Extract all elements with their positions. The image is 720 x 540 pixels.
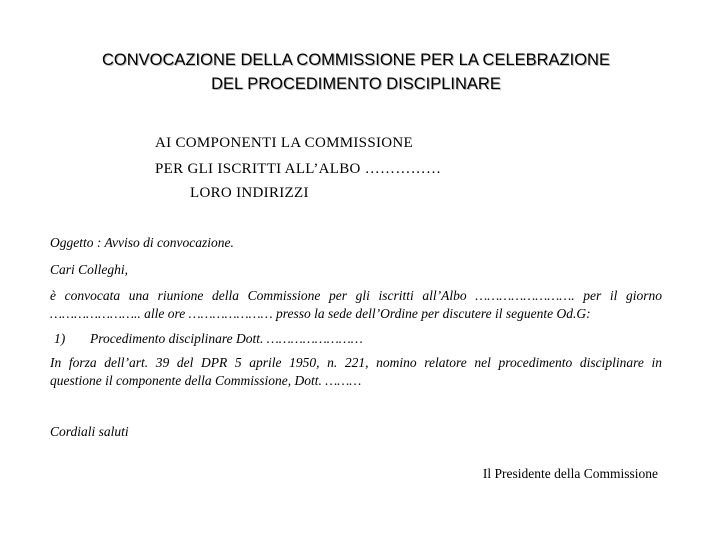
agenda-item-number: 1) <box>54 331 66 346</box>
rapporteur-line-2: questione il componente della Commissione, Dott. ……… <box>50 373 362 388</box>
convocation-line-2: ………………….. alle ore ………………… presso la sede dell’Ordine per discutere il seguente Od.G: <box>50 306 591 321</box>
signature-line: Il Presidente della Commissione <box>482 466 658 481</box>
title-line-1: CONVOCAZIONE DELLA COMMISSIONE PER LA CELEBRAZIONE <box>102 51 610 69</box>
document-title <box>0 48 712 96</box>
subject-line: Oggetto : Avviso di convocazione. <box>50 235 234 250</box>
rapporteur-line-1: In forza dell’art. 39 del DPR 5 aprile 1950, n. 221, nomino relatore nel procedimento disciplinare in <box>50 355 662 370</box>
convocation-paragraph <box>50 287 662 323</box>
addressee-line-2: PER GLI ISCRITTI ALL’ALBO …………… <box>155 161 442 177</box>
title-line-2: DEL PROCEDIMENTO DISCIPLINARE <box>211 75 501 93</box>
addressee-line-1: AI COMPONENTI LA COMMISSIONE <box>155 135 413 151</box>
greeting: Cari Colleghi, <box>50 262 129 277</box>
rapporteur-paragraph <box>50 354 662 390</box>
convocation-line-1: è convocata una riunione della Commissione per gli iscritti all’Albo ……………………. per il giorno <box>50 288 662 303</box>
agenda-item <box>50 330 662 348</box>
agenda-item-text: Procedimento disciplinare Dott. …………………… <box>90 331 363 346</box>
addressee-line-3: LORO INDIRIZZI <box>190 185 309 201</box>
closing-salutation: Cordiali saluti <box>50 424 129 439</box>
